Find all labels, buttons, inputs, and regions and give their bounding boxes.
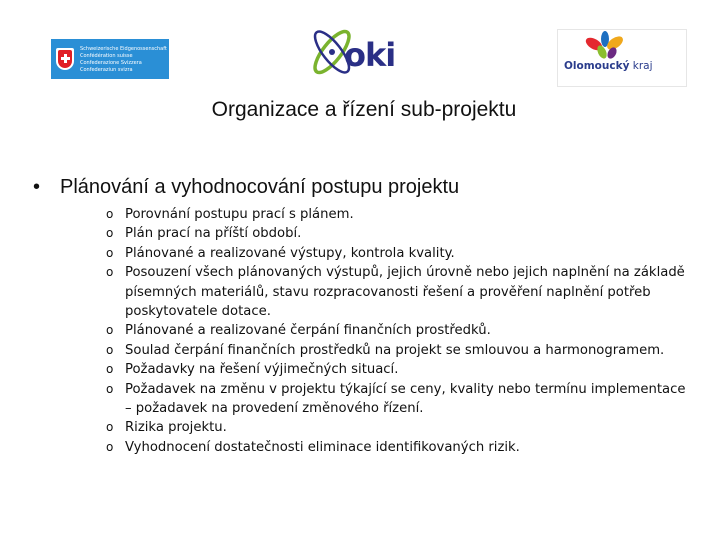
list-item	[106, 244, 696, 263]
sub-bullet-marker: o	[106, 420, 114, 435]
swiss-logo-line: Confédération suisse	[80, 52, 133, 59]
sub-bullet-marker: o	[106, 265, 114, 280]
olomouc-logo-regular: kraj	[629, 60, 653, 72]
swiss-logo-line: Confederaziun svizra	[80, 66, 133, 73]
page-title: Organizace a řízení sub-projektu	[211, 98, 517, 121]
list-item-text: Porovnání postupu prací s plánem.	[125, 207, 354, 222]
sub-bullet-marker: o	[106, 342, 114, 357]
sub-bullet-marker: o	[106, 439, 114, 454]
sub-bullet-marker: o	[106, 245, 114, 260]
list-item-text: Plánované a realizované výstupy, kontrola kvality.	[125, 245, 455, 261]
list-item	[106, 418, 696, 437]
list-item-text: Posouzení všech plánovaných výstupů, jejich úrovně nebo jejich naplnění na základě písemných materiálů, stavu rozpracovanosti řešení a prověření naplnění potřeb poskytovatele dotace.	[125, 265, 685, 320]
sub-bullet-marker: o	[106, 362, 114, 377]
olomoucky-kraj-logo	[557, 29, 687, 87]
list-item-text: Soulad čerpání finančních prostředků na projekt se smlouvou a harmonogramem.	[125, 342, 665, 358]
list-item	[106, 224, 696, 243]
main-bullet	[33, 176, 459, 199]
sub-bullet-marker: o	[106, 381, 114, 396]
sub-bullet-list	[106, 205, 696, 457]
olomouc-logo-text	[564, 60, 653, 72]
oki-logo-text: oki	[344, 36, 396, 74]
swiss-logo-text	[80, 46, 167, 73]
list-item	[106, 263, 696, 321]
list-item	[106, 380, 696, 419]
list-item-text: Požadavky na řešení výjimečných situací.	[125, 362, 399, 378]
main-bullet-text: Plánování a vyhodnocování postupu projektu	[60, 176, 460, 198]
olomouc-flower-icon	[558, 30, 686, 64]
list-item	[106, 438, 696, 457]
sub-bullet-marker: o	[106, 323, 114, 338]
list-item-text: Vyhodnocení dostatečnosti eliminace identifikovaných rizik.	[125, 439, 520, 455]
swiss-logo-line: Confederazione Svizzera	[80, 59, 142, 66]
list-item-text: Plán prací na příští období.	[125, 226, 302, 242]
list-item-text: Požadavek na změnu v projektu týkající se ceny, kvality nebo termínu implementace – požadavek na provedení změnového řízení.	[125, 381, 686, 417]
oki-logo	[308, 22, 396, 82]
list-item-text: Rizika projektu.	[125, 420, 227, 436]
sub-bullet-marker: o	[106, 207, 114, 221]
sub-bullet-marker: o	[106, 226, 114, 241]
bullet-marker: •	[33, 176, 41, 198]
swiss-logo-line: Schweizerische Eidgenossenschaft	[80, 45, 167, 52]
swiss-confederation-logo	[51, 39, 169, 79]
list-item	[106, 341, 696, 360]
olomouc-logo-bold: Olomoucký	[564, 60, 630, 72]
list-item	[106, 360, 696, 379]
list-item	[106, 321, 696, 340]
swiss-cross-shield-icon	[56, 48, 74, 70]
list-item-text: Plánované a realizované čerpání finančních prostředků.	[125, 323, 491, 339]
list-item	[106, 205, 696, 224]
